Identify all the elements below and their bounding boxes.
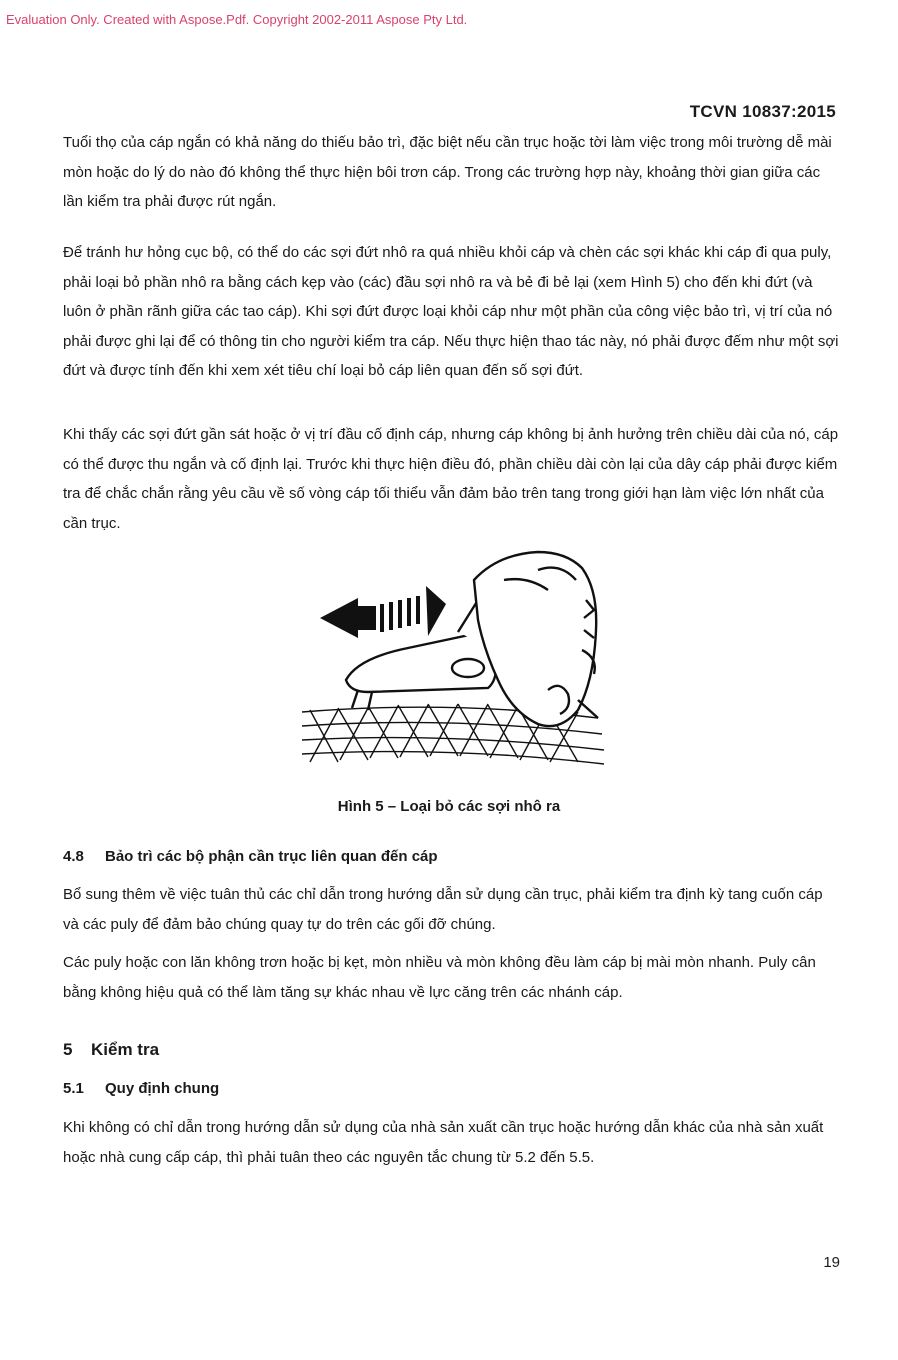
hand-drawing <box>474 552 598 726</box>
paragraph-shorten-cable: Khi thấy các sợi đứt gần sát hoặc ở vị trí đầu cố định cáp, nhưng cáp không bị ảnh hưởng trên chiều dài của nó, cáp có thể được thu ngắn và cố định lại. Trước khi thực hiện điều đó, phần chiều dài còn lại của dây cáp phải được kiểm tra để chắc chắn rằng yêu cầu về số vòng cáp tối thiểu vẫn đảm bảo trên tang trong giới hạn làm việc lớn nhất của cần trục. <box>63 426 839 532</box>
watermark-text: Evaluation Only. Created with Aspose.Pdf. Copyright 2002-2011 Aspose Pty Ltd. <box>6 12 468 27</box>
document-code: TCVN 10837:2015 <box>689 102 836 121</box>
page-number: 19 <box>823 1254 840 1271</box>
paragraph-remove-protruding: Để tránh hư hỏng cục bộ, có thể do các sợi đứt nhô ra quá nhiều khỏi cáp và chèn các sợi khác khi cáp đi qua puly, phải loại bỏ phần nhô ra bằng cách kẹp vào (các) đầu sợi nhô ra và bẻ đi bẻ lại (xem Hình 5) cho đến khi đứt (và luôn ở phần rãnh giữa các tao cáp). Khi sợi đứt được loại khỏi cáp như một phần của công việc bảo trì, vị trí của nó phải được ghi lại để có thông tin cho người kiểm tra cáp. Nếu thực hiện thao tác này, nó phải được đếm như một sợi đứt và được tính đến khi xem xét tiêu chí loại bỏ cáp liên quan đến số sợi đứt. <box>63 244 839 379</box>
section-heading-4-8 <box>63 848 438 865</box>
section-number: 5.1 <box>63 1080 84 1097</box>
section-number: 4.8 <box>63 848 84 865</box>
section-heading-5 <box>63 1040 159 1060</box>
section-number: 5 <box>63 1040 73 1059</box>
double-arrow-icon <box>320 586 446 638</box>
figure-caption: Hình 5 – Loại bỏ các sợi nhô ra <box>337 798 561 815</box>
section-heading-5-1 <box>63 1080 219 1097</box>
section-title: Bảo trì các bộ phận cần trục liên quan đến cáp <box>105 848 438 865</box>
section-title: Kiểm tra <box>91 1040 160 1059</box>
paragraph-general-rules: Khi không có chỉ dẫn trong hướng dẫn sử dụng của nhà sản xuất cần trục hoặc hướng dẫn khác của nhà sản xuất hoặc nhà cung cấp cáp, thì phải tuân theo các nguyên tắc chung từ 5.2 đến 5.5. <box>63 1119 824 1166</box>
paragraph-inspect-drums: Bổ sung thêm về việc tuân thủ các chỉ dẫn trong hướng dẫn sử dụng cần trục, phải kiểm tra định kỳ tang cuốn cáp và các puly để đảm bảo chúng quay tự do trên các gối đỡ chúng. <box>63 886 823 933</box>
section-title: Quy định chung <box>105 1080 220 1097</box>
paragraph-cable-life: Tuổi thọ của cáp ngắn có khả năng do thiếu bảo trì, đặc biệt nếu cần trục hoặc tời làm việc trong môi trường dễ mài mòn hoặc do lý do nào đó không thể thực hiện bôi trơn cáp. Trong các trường hợp này, khoảng thời gian giữa các lần kiểm tra phải được rút ngắn. <box>63 134 832 210</box>
figure-5-illustration <box>298 540 610 775</box>
paragraph-sheaves-wear: Các puly hoặc con lăn không trơn hoặc bị kẹt, mòn nhiều và mòn không đều làm cáp bị mài mòn nhanh. Puly cân bằng không hiệu quả có thể làm tăng sự khác nhau về lực căng trên các nhánh cáp. <box>63 954 816 1001</box>
